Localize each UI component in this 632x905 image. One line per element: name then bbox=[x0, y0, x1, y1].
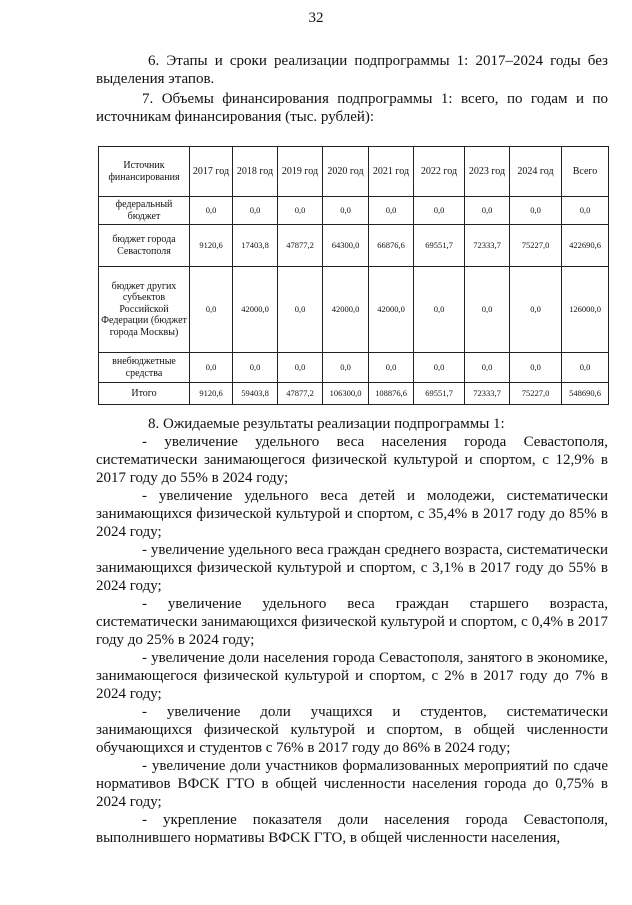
table-row bbox=[99, 353, 609, 383]
list-item: - увеличение удельного веса населения города Севастополя, систематически занимающегося физической культурой и спортом, с 12,9% в 2017 году до 55% в 2024 году; bbox=[96, 434, 608, 486]
cell-value: 0,0 bbox=[278, 267, 323, 353]
cell-total: 548690,6 bbox=[562, 383, 609, 405]
row-source: бюджет города Севастополя bbox=[99, 225, 190, 267]
cell-value: 0,0 bbox=[190, 197, 233, 225]
cell-total: 126000,0 bbox=[562, 267, 609, 353]
cell-value: 9120,6 bbox=[190, 383, 233, 405]
list-item: - увеличение удельного веса граждан среднего возраста, систематически занимающихся физической культурой и спортом, с 3,1% в 2017 году до 55% в 2024 году; bbox=[96, 542, 608, 594]
cell-value: 0,0 bbox=[465, 353, 510, 383]
cell-value: 42000,0 bbox=[369, 267, 414, 353]
cell-value: 0,0 bbox=[465, 197, 510, 225]
cell-value: 66876,6 bbox=[369, 225, 414, 267]
list-item: - увеличение удельного веса граждан старшего возраста, систематически занимающихся физической культурой и спортом, с 0,4% в 2017 году до 25% в 2024 году; bbox=[96, 596, 608, 648]
list-item: - увеличение удельного веса детей и молодежи, систематически занимающихся физической культурой и спортом, с 35,4% в 2017 году до 85% в 2024 году; bbox=[96, 488, 608, 540]
table-row bbox=[99, 197, 609, 225]
cell-value: 0,0 bbox=[465, 267, 510, 353]
list-item: - увеличение доли населения города Севастополя, занятого в экономике, занимающегося физической культурой и спортом, с 2% в 2017 году до 7% в 2024 году; bbox=[96, 650, 608, 702]
cell-value: 0,0 bbox=[233, 197, 278, 225]
header-2024: 2024 год bbox=[510, 147, 562, 197]
table-header-row bbox=[99, 147, 609, 197]
table-row-total bbox=[99, 383, 609, 405]
section-8-results bbox=[96, 415, 608, 847]
list-item: - увеличение доли участников формализованных мероприятий по сдаче нормативов ВФСК ГТО в общей численности населения города до 0,75% в 2024 году; bbox=[96, 758, 608, 810]
header-2018: 2018 год bbox=[233, 147, 278, 197]
cell-value: 47877,2 bbox=[278, 383, 323, 405]
row-source: федеральный бюджет bbox=[99, 197, 190, 225]
cell-value: 0,0 bbox=[278, 353, 323, 383]
table-row bbox=[99, 225, 609, 267]
section-6-paragraph: 6. Этапы и сроки реализации подпрограммы 1: 2017–2024 годы без выделения этапов. bbox=[96, 53, 608, 87]
cell-value: 108876,6 bbox=[369, 383, 414, 405]
financing-table bbox=[98, 146, 609, 405]
cell-value: 0,0 bbox=[369, 353, 414, 383]
header-2023: 2023 год bbox=[465, 147, 510, 197]
cell-value: 0,0 bbox=[323, 353, 369, 383]
cell-value: 59403,8 bbox=[233, 383, 278, 405]
cell-value: 0,0 bbox=[510, 267, 562, 353]
cell-value: 0,0 bbox=[414, 197, 465, 225]
cell-value: 69551,7 bbox=[414, 383, 465, 405]
header-2019: 2019 год bbox=[278, 147, 323, 197]
cell-value: 0,0 bbox=[190, 353, 233, 383]
list-item: - увеличение доли учащихся и студентов, систематически занимающихся физической культурой и спортом, в общей численности обучающихся и студентов с 76% в 2017 году до 86% в 2024 году; bbox=[96, 704, 608, 756]
row-source: бюджет других субъектов Российской Федерации (бюджет города Москвы) bbox=[99, 267, 190, 353]
table-row bbox=[99, 267, 609, 353]
cell-value: 9120,6 bbox=[190, 225, 233, 267]
cell-value: 72333,7 bbox=[465, 383, 510, 405]
page-number: 32 bbox=[308, 10, 324, 26]
cell-value: 72333,7 bbox=[465, 225, 510, 267]
cell-value: 17403,8 bbox=[233, 225, 278, 267]
cell-value: 0,0 bbox=[190, 267, 233, 353]
cell-total: 0,0 bbox=[562, 353, 609, 383]
cell-value: 0,0 bbox=[369, 197, 414, 225]
cell-value: 42000,0 bbox=[233, 267, 278, 353]
cell-value: 106300,0 bbox=[323, 383, 369, 405]
row-source: внебюджетные средства bbox=[99, 353, 190, 383]
cell-value: 75227,0 bbox=[510, 225, 562, 267]
header-2022: 2022 год bbox=[414, 147, 465, 197]
cell-value: 0,0 bbox=[414, 267, 465, 353]
row-source: Итого bbox=[99, 383, 190, 405]
section-8-heading: 8. Ожидаемые результаты реализации подпрограммы 1: bbox=[148, 416, 505, 432]
cell-value: 0,0 bbox=[414, 353, 465, 383]
header-source: Источник финансирования bbox=[99, 147, 190, 197]
cell-total: 422690,6 bbox=[562, 225, 609, 267]
cell-value: 69551,7 bbox=[414, 225, 465, 267]
section-7-paragraph: 7. Объемы финансирования подпрограммы 1: всего, по годам и по источникам финансирования (тыс. рублей): bbox=[96, 91, 608, 125]
cell-value: 47877,2 bbox=[278, 225, 323, 267]
header-2017: 2017 год bbox=[190, 147, 233, 197]
header-total: Всего bbox=[562, 147, 609, 197]
cell-value: 0,0 bbox=[510, 353, 562, 383]
cell-value: 0,0 bbox=[233, 353, 278, 383]
cell-value: 0,0 bbox=[323, 197, 369, 225]
list-item: - укрепление показателя доли населения города Севастополя, выполнившего нормативы ВФСК ГТО, в общей численности населения, bbox=[96, 812, 608, 846]
header-2020: 2020 год bbox=[323, 147, 369, 197]
cell-value: 75227,0 bbox=[510, 383, 562, 405]
header-2021: 2021 год bbox=[369, 147, 414, 197]
cell-total: 0,0 bbox=[562, 197, 609, 225]
cell-value: 64300,0 bbox=[323, 225, 369, 267]
cell-value: 42000,0 bbox=[323, 267, 369, 353]
cell-value: 0,0 bbox=[278, 197, 323, 225]
cell-value: 0,0 bbox=[510, 197, 562, 225]
